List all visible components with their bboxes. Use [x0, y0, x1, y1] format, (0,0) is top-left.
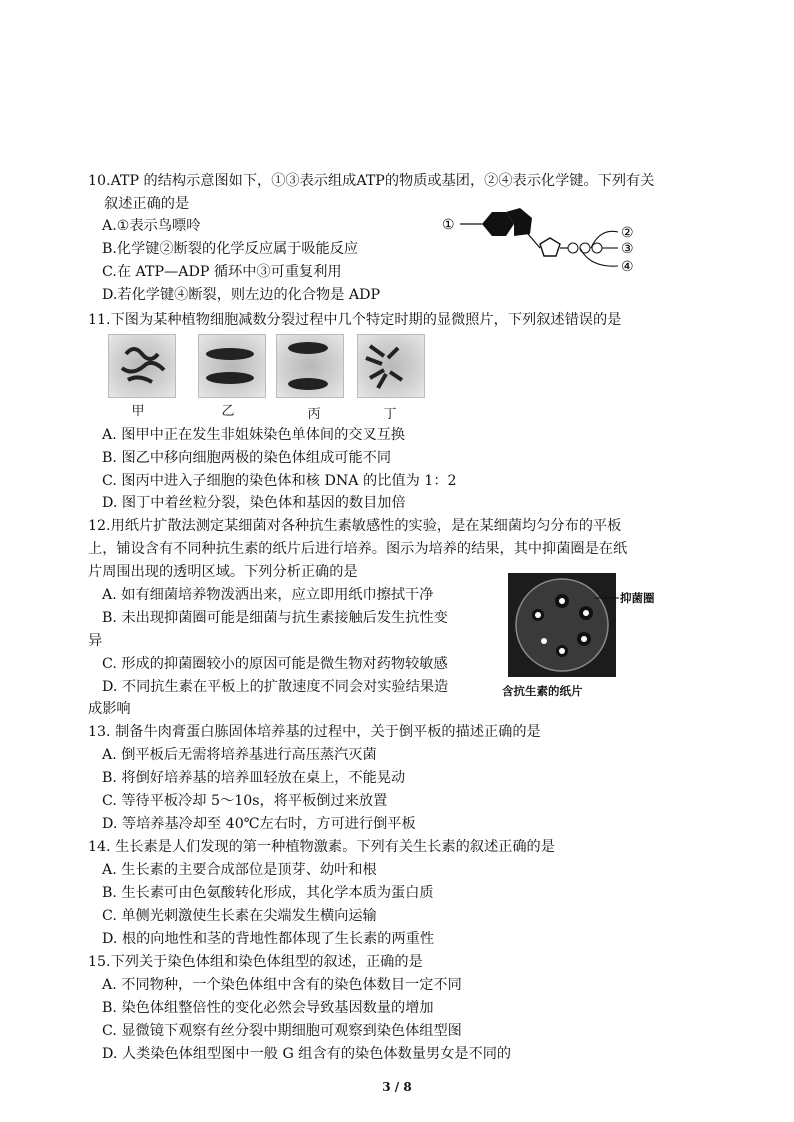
page-number: 3 / 8 [382, 1080, 412, 1094]
q12-option-b: B. 未出现抑菌圈可能是细菌与抗生素接触后发生抗性变 [102, 610, 448, 626]
q15-option-a: A. 不同物种，一个染色体组中含有的染色体数目一定不同 [102, 977, 462, 993]
q12-option-c: C. 形成的抑菌圈较小的原因可能是微生物对药物较敏感 [102, 656, 448, 672]
q12-stem-line-1: 12.用纸片扩散法测定某细菌对各种抗生素敏感性的实验，是在某细菌均匀分布的平板 [88, 518, 622, 534]
photo-label-yi: 乙 [221, 404, 235, 419]
q13-option-b: B. 将倒好培养基的培养皿轻放在桌上，不能晃动 [102, 770, 406, 786]
antibiotic-disc-label: 含抗生素的纸片 [502, 684, 583, 698]
q15-option-c: C. 显微镜下观察有丝分裂中期细胞可观察到染色体组型图 [102, 1023, 462, 1039]
q11-option-b: B. 图乙中移向细胞两极的染色体组成可能不同 [102, 450, 392, 466]
q11-stem: 11.下图为某种植物细胞减数分裂过程中几个特定时期的显微照片，下列叙述错误的是 [88, 312, 622, 328]
ribose-pentagon-icon [540, 238, 560, 256]
petri-pointer-lines [595, 586, 621, 690]
q10-option-b: B.化学键②断裂的化学反应属于吸能反应 [102, 241, 359, 257]
q14-option-d: D. 根的向地性和茎的背地性都体现了生长素的两重性 [102, 931, 435, 947]
q10-stem-line-2: 叙述正确的是 [104, 196, 190, 212]
photo-label-bing: 丙 [307, 407, 321, 422]
q14-option-b: B. 生长素可由色氨酸转化形成，其化学本质为蛋白质 [102, 885, 434, 901]
phosphate-icon-3 [592, 243, 602, 253]
q11-option-a: A. 图甲中正在发生非姐妹染色单体间的交叉互换 [102, 427, 406, 443]
micrograph-chromosomes [108, 334, 428, 398]
q12-option-d-cont: 成影响 [88, 701, 131, 717]
q10-option-c: C.在 ATP—ADP 循环中③可重复利用 [102, 264, 342, 280]
atp-label-4: ④ [621, 259, 634, 275]
q12-stem-line-3: 片周围出现的透明区域。下列分析正确的是 [88, 564, 358, 580]
q15-stem: 15.下列关于染色体组和染色体组型的叙述，正确的是 [88, 954, 423, 970]
q12-option-b-cont: 异 [88, 633, 103, 649]
q13-option-d: D. 等培养基冷却至 40℃左右时，方可进行倒平板 [102, 816, 416, 832]
photo-label-jia: 甲 [131, 404, 145, 419]
atp-structure-diagram [440, 208, 660, 280]
q12-stem-line-2: 上，铺设含有不同种抗生素的纸片后进行培养。图示为培养的结果，其中抑菌圈是在纸 [88, 541, 628, 557]
q10-option-a: A.①表示鸟嘌呤 [102, 218, 201, 234]
q14-stem: 14. 生长素是人们发现的第一种植物激素。下列有关生长素的叙述正确的是 [88, 839, 555, 855]
atp-label-2: ② [621, 225, 634, 241]
atp-label-1: ① [442, 217, 455, 233]
q15-option-d: D. 人类染色体组型图中一般 G 组含有的染色体数量男女是不同的 [102, 1046, 512, 1062]
q12-option-a: A. 如有细菌培养物泼洒出来，应立即用纸巾擦拭干净 [102, 587, 434, 603]
q13-option-c: C. 等待平板冷却 5～10s，将平板倒过来放置 [102, 793, 388, 809]
q10-stem-line-1: 10.ATP 的结构示意图如下，①③表示组成ATP的物质或基团，②④表示化学键。下列有关 [88, 173, 655, 189]
q11-option-c: C. 图丙中进入子细胞的染色体和核 DNA 的比值为 1：2 [102, 473, 457, 489]
q10-option-d: D.若化学键④断裂，则左边的化合物是 ADP [102, 287, 381, 303]
q13-stem: 13. 制备牛肉膏蛋白胨固体培养基的过程中，关于倒平板的描述正确的是 [88, 724, 541, 740]
q15-option-b: B. 染色体组整倍性的变化必然会导致基因数量的增加 [102, 1000, 434, 1016]
q12-option-d: D. 不同抗生素在平板上的扩散速度不同会对实验结果造 [102, 679, 449, 695]
atp-label-3: ③ [621, 241, 634, 257]
photo-label-ding: 丁 [383, 407, 397, 422]
q14-option-c: C. 单侧光刺激使生长素在尖端发生横向运输 [102, 908, 377, 924]
q13-option-a: A. 倒平板后无需将培养基进行高压蒸汽灭菌 [102, 747, 377, 763]
q11-option-d: D. 图丁中着丝粒分裂，染色体和基因的数目加倍 [102, 495, 406, 511]
phosphate-icon-1 [568, 243, 578, 253]
q14-option-a: A. 生长素的主要合成部位是顶芽、幼叶和根 [102, 862, 377, 878]
inhibition-zone-label: 抑菌圈 [620, 591, 655, 605]
